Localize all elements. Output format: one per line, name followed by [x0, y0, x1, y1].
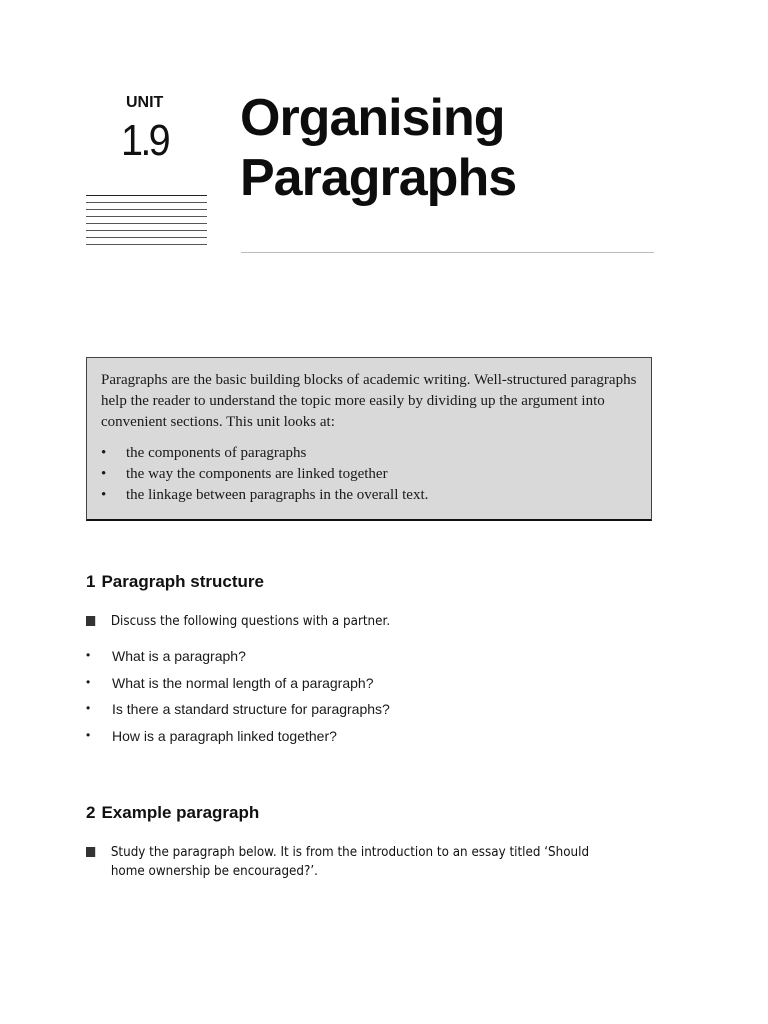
question-item: [86, 728, 390, 755]
section-2-instruction-text: Study the paragraph below. It is from the introduction to an essay titled ‘Should home ownership be encouraged?’.: [110, 845, 590, 879]
title-line-1: Organising: [240, 89, 505, 147]
bullet-icon: •: [86, 648, 91, 662]
unit-number: 1.9: [121, 116, 168, 165]
intro-list: [101, 443, 428, 506]
bullet-icon: •: [86, 701, 91, 715]
question-item: [86, 701, 390, 728]
section-1-title: Paragraph structure: [101, 572, 264, 591]
bullet-icon: •: [101, 466, 107, 482]
bullet-icon: •: [86, 727, 91, 742]
bullet-icon: •: [101, 487, 107, 503]
page-title: [240, 88, 660, 208]
question-text: How is a paragraph linked together?: [112, 727, 337, 744]
question-list: [86, 648, 390, 754]
section-2-title: Example paragraph: [101, 803, 260, 822]
intro-box: [86, 357, 652, 521]
square-bullet-icon: [86, 616, 95, 626]
square-bullet-icon: [86, 847, 95, 857]
section-1-instruction-text: Discuss the following questions with a partner.: [110, 614, 391, 629]
bullet-icon: •: [86, 674, 91, 689]
intro-text: Paragraphs are the basic building blocks of academic writing. Well-structured paragraphs help the reader to understand the topic more easily by dividing up the argument into convenient sections. This unit looks at:: [101, 372, 637, 430]
intro-list-item-text: the components of paragraphs: [126, 445, 307, 461]
title-line-2: Paragraphs: [240, 149, 517, 207]
bullet-icon: •: [101, 445, 107, 461]
intro-list-item-text: the way the components are linked together: [126, 466, 388, 482]
intro-list-item: [101, 485, 428, 506]
section-2-heading: [86, 803, 259, 823]
question-text: What is a paragraph?: [112, 648, 246, 664]
question-item: [86, 675, 390, 702]
question-item: [86, 648, 390, 675]
title-divider: [241, 252, 654, 253]
section-1-instruction: [86, 612, 620, 631]
question-text: Is there a standard structure for paragraphs?: [112, 701, 390, 717]
unit-decorative-lines: [86, 195, 207, 251]
intro-list-item: [101, 464, 428, 485]
section-2-number: 2: [86, 803, 96, 822]
section-2-instruction: [86, 843, 620, 881]
section-1-heading: [86, 572, 264, 592]
intro-list-item: [101, 443, 428, 464]
intro-list-item-text: the linkage between paragraphs in the overall text.: [126, 487, 429, 503]
section-1-number: 1: [86, 572, 96, 591]
question-text: What is the normal length of a paragraph?: [112, 674, 374, 691]
unit-label: UNIT: [126, 94, 164, 111]
